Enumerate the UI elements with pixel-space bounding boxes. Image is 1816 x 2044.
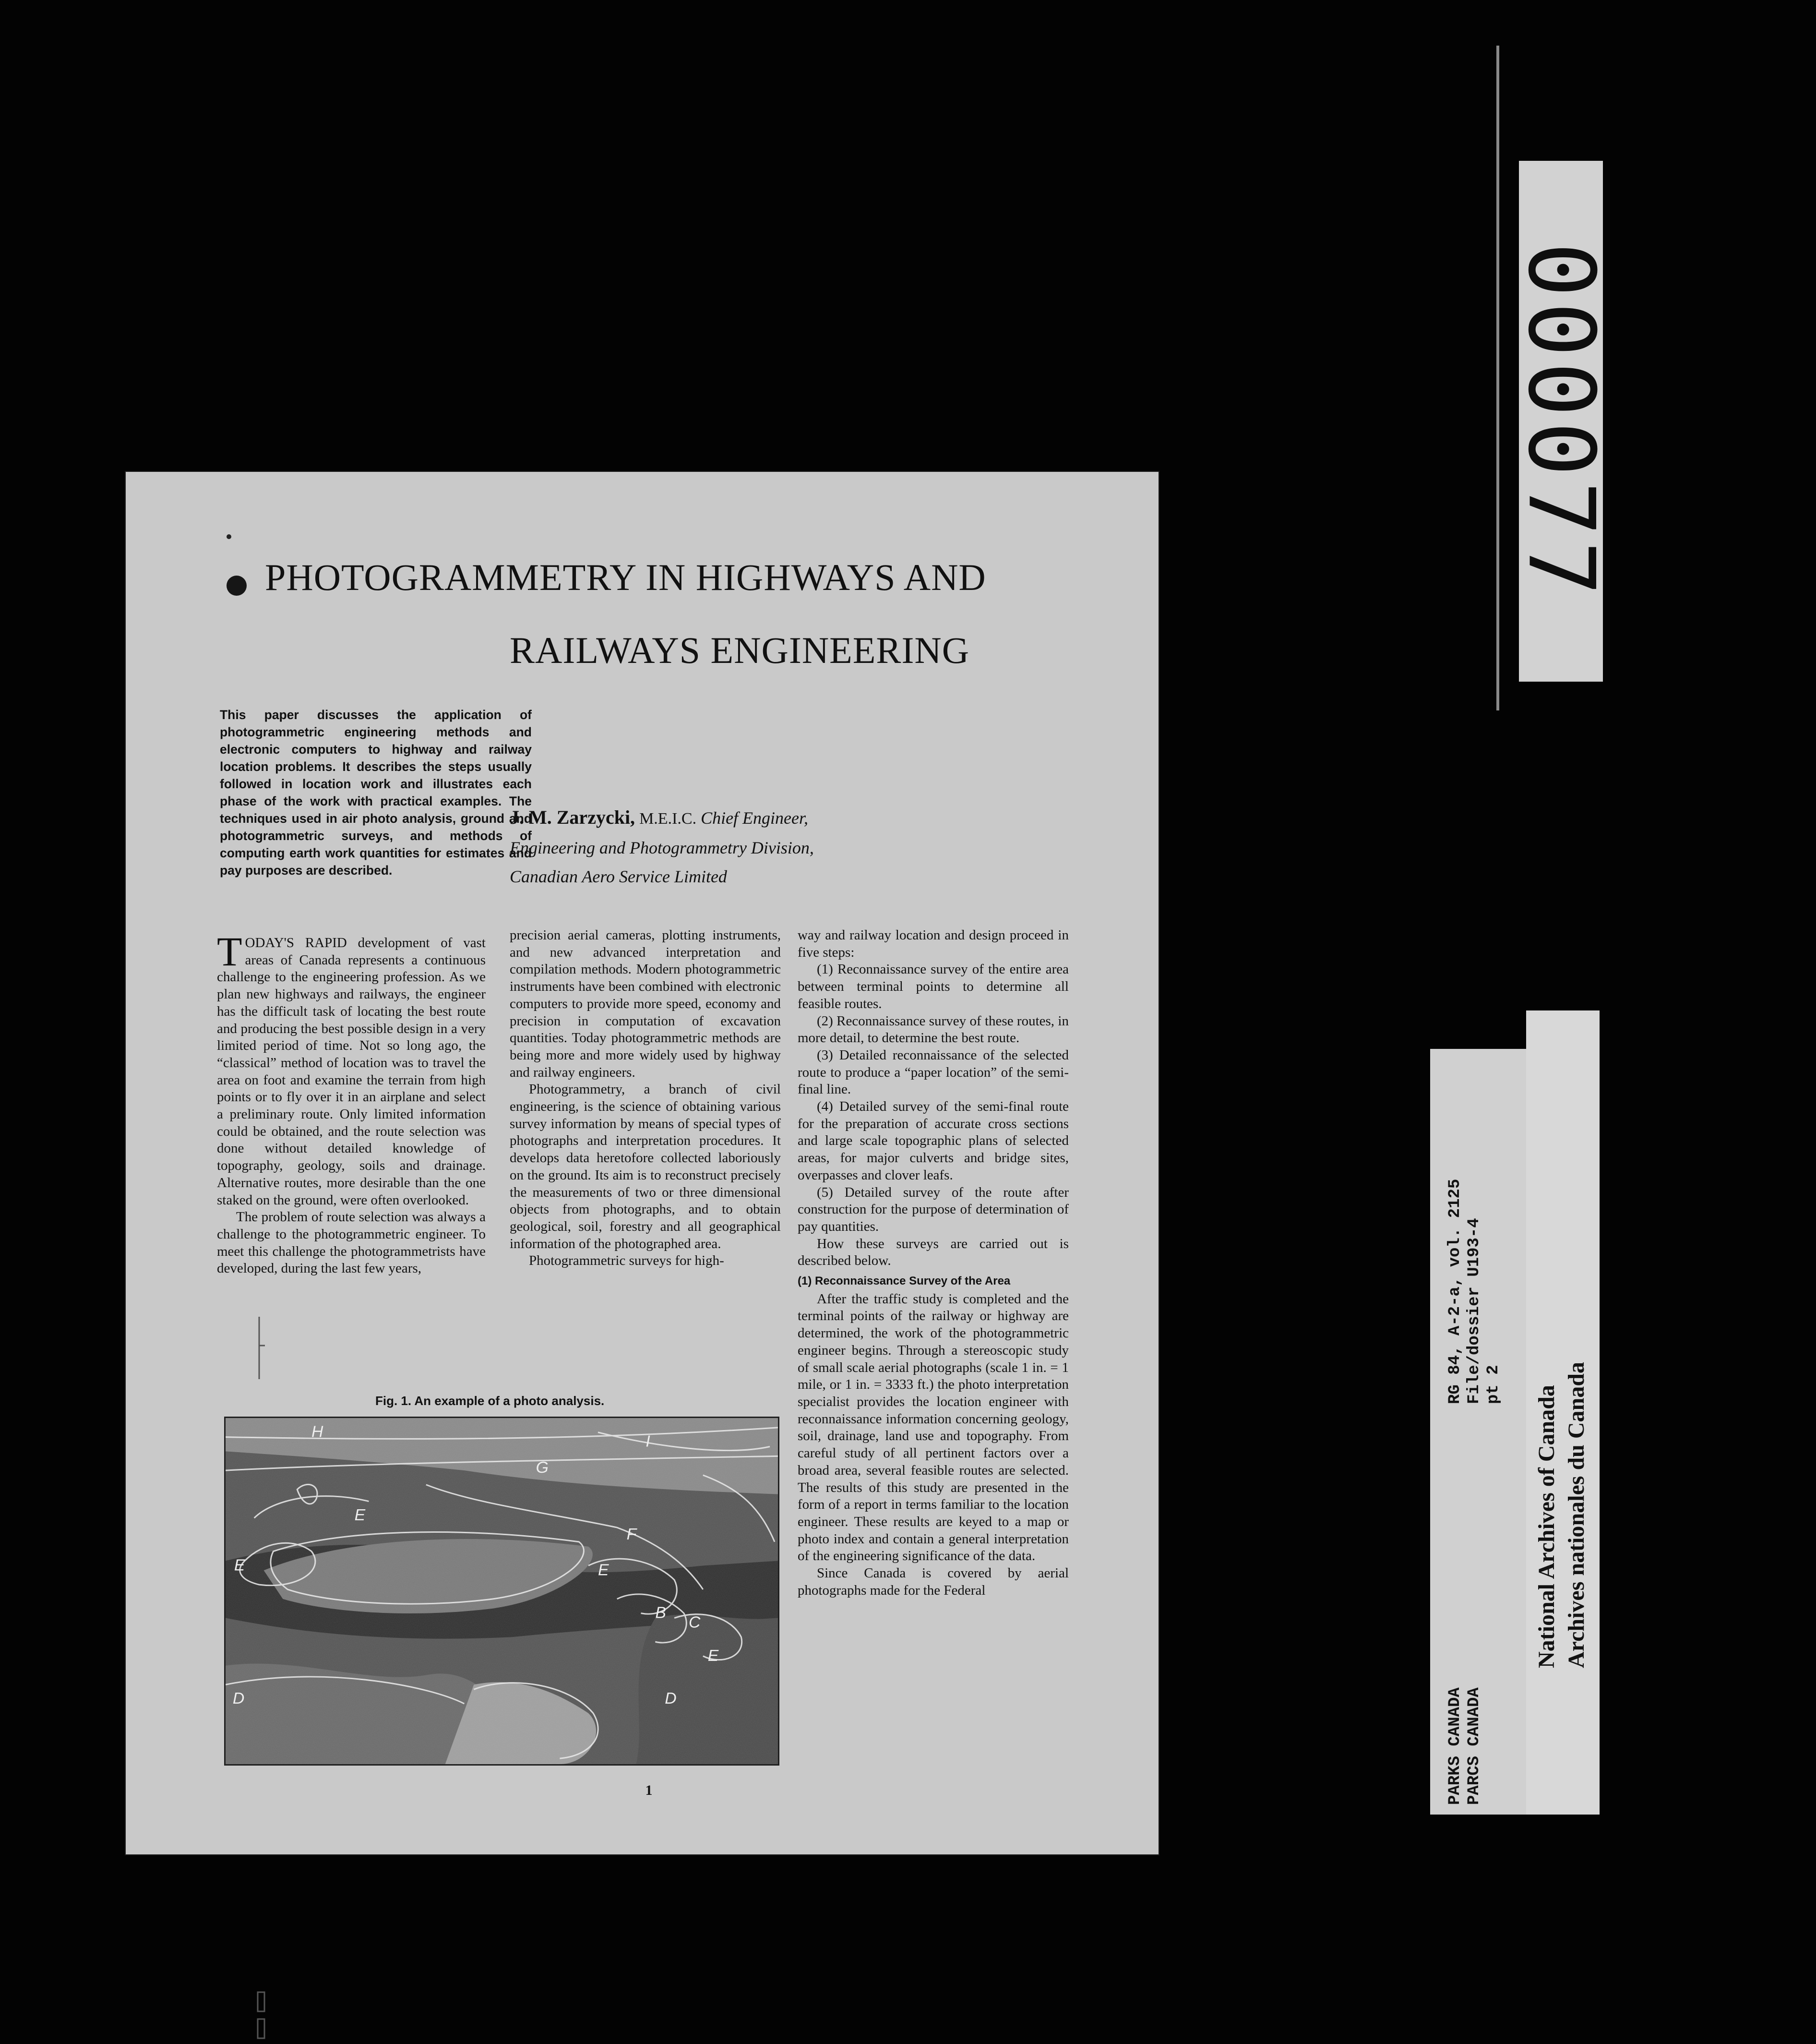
figure-label: D [232, 1689, 245, 1708]
paragraph: precision aerial cameras, plotting instruments, and new advanced interpretation and compilation methods. Modern photogrammetric instruments have been combined with electronic computers to provide more speed, economy and precision in computation of excavation quantities. Today photogrammetric methods are being more and more widely used by highway and railway engineers. [510, 927, 781, 1080]
author-role: Chief Engineer, [701, 808, 809, 828]
paragraph: How these surveys are carried out is described below. [798, 1236, 1069, 1269]
figure-label: E [234, 1556, 245, 1575]
archives-name-en: National Archives of Canada [1534, 1385, 1559, 1668]
paragraph: Photogrammetric surveys for high- [529, 1253, 724, 1269]
hole-punch-mark [227, 576, 247, 596]
reference-lines [1446, 1179, 1503, 1404]
reference-line-2: File/dossier U193-4 [1465, 1218, 1483, 1404]
step-3: (3) Detailed reconnaissance of the selected route to produce a “paper location” of the semi-final line. [798, 1047, 1069, 1097]
archives-lines [1532, 1362, 1591, 1668]
intro-text: ODAY'S RAPID development of vast areas of Canada represents a continuous challenge to the engineering profession. As we plan new highways and railways, the engineer has the difficult task of locating the best route and producing the best possible design in a very limited period of time. Not so long ago, the “classical” method of location was to travel the area on foot and examine the terrain from high points or to fly over it in an airplane and select a preliminary route. Only limited information could be obtained, and the route selection was done without detailed knowledge of topography, geology, soils and drainage. Alternative routes, more desirable than the one staked on the ground, were often overlooked. [217, 935, 486, 1208]
author-degree: M.E.I.C. [639, 810, 697, 828]
ink-speck [227, 534, 231, 539]
article-title-line-2: RAILWAYS ENGINEERING [510, 629, 970, 671]
figure-label: F [626, 1525, 637, 1543]
step-5: (5) Detailed survey of the route after construction for the purpose of determination of pay quantities. [798, 1184, 1069, 1234]
paragraph: way and railway location and design proceed in five steps: [798, 927, 1069, 960]
author-block [510, 803, 990, 891]
reference-stamp [1430, 1049, 1529, 1815]
paragraph: After the traffic study is completed and the terminal points of the railway or highway are determined, the work of the photogrammetric engineer begins. Through a stereoscopic study of small scale aerial photographs (scale 1 in. = 1 mile, or 1 in. = 3333 ft.) the photo interpretation specialist provides the location engineer with reconnaissance information concerning geology, soil, drainage, land use and topography. From careful study of all pertinent factors over a broad area, several feasible routes are selected. The results of this study are presented in the form of a report in terms familiar to the location engineer. These results are keyed to a map or photo index and contain a general interpretation of the engineering significance of the data. [798, 1291, 1069, 1564]
binding-mark [256, 1317, 267, 1379]
page-number: 1 [645, 1782, 653, 1798]
figure-label: E [707, 1646, 719, 1665]
column-2 [510, 927, 781, 1270]
reference-line-3: pt 2 [1484, 1365, 1503, 1404]
frame-number: 000077 [1508, 242, 1614, 601]
photo-analysis-image [226, 1418, 778, 1764]
figure-label: C [688, 1613, 701, 1632]
column-3 [798, 927, 1069, 1599]
paragraph: The problem of route selection was always a challenge to the photogrammetric engineer. To meet this challenge the photogrammetrists have developed, during the last few years, [217, 1209, 486, 1276]
paragraph: Photogrammetry, a branch of civil engineering, is the science of obtaining various survey information by means of special types of photographs and interpretation procedures. It develops data heretofore collected laboriously on the ground. Its aim is to reconstruct precisely the measurements of two or three dimensional objects from photographs, and to obtain geological, soil, forestry and all geographical information of the photographed area. [510, 1082, 781, 1251]
film-divider-line [1496, 46, 1499, 710]
figure-label: G [536, 1458, 549, 1477]
section-heading: (1) Reconnaissance Survey of the Area [798, 1274, 1011, 1288]
archives-stamp [1526, 1010, 1600, 1815]
drop-cap: T [217, 928, 242, 974]
abstract: This paper discusses the application of photogrammetric engineering methods and electronic computers to highway and railway location problems. It describes the steps usually followed in location work and illustrates each phase of the work with practical examples. The techniques used in air photo analysis, ground and photogrammetric surveys, and methods of computing earth work quantities for estimates and pay purposes are described. [220, 708, 532, 878]
binding-mark [256, 1991, 268, 2044]
figure-caption: Fig. 1. An example of a photo analysis. [375, 1394, 605, 1408]
author-division: Engineering and Photogrammetry Division, [510, 838, 814, 857]
frame-number-strip [1508, 161, 1614, 682]
archives-name-fr: Archives nationales du Canada [1564, 1362, 1589, 1668]
step-2: (2) Reconnaissance survey of these routes, in more detail, to determine the best route. [798, 1013, 1069, 1046]
paragraph: Since Canada is covered by aerial photographs made for the Federal [798, 1565, 1069, 1598]
figure-label: E [354, 1506, 366, 1525]
figure-label: E [597, 1561, 609, 1579]
step-4: (4) Detailed survey of the semi-final route for the preparation of accurate cross sections and large scale topographic plans of selected areas, for major culverts and bridge sites, overpasses and clover leafs. [798, 1099, 1069, 1183]
figure-label: H [311, 1422, 323, 1441]
parks-canada-en: PARKS CANADA [1446, 1687, 1464, 1805]
parks-canada-stamp [1446, 1687, 1484, 1805]
intro-paragraph [217, 928, 486, 1209]
article-page [126, 472, 1159, 1854]
reference-line-1: RG 84, A-2-a, vol. 2125 [1446, 1178, 1464, 1404]
author-company: Canadian Aero Service Limited [510, 867, 727, 886]
aerial-photo-figure [224, 1417, 779, 1766]
step-1: (1) Reconnaissance survey of the entire area between terminal points to determine all feasible routes. [798, 962, 1069, 1011]
parks-canada-fr: PARCS CANADA [1465, 1687, 1483, 1805]
figure-label: B [655, 1603, 666, 1622]
article-title-line-1: PHOTOGRAMMETRY IN HIGHWAYS AND [265, 556, 986, 598]
figure-label: D [665, 1689, 677, 1708]
column-1 [217, 928, 486, 1277]
figure-label: I [645, 1432, 650, 1451]
author-name: J. M. Zarzycki, [510, 806, 635, 828]
